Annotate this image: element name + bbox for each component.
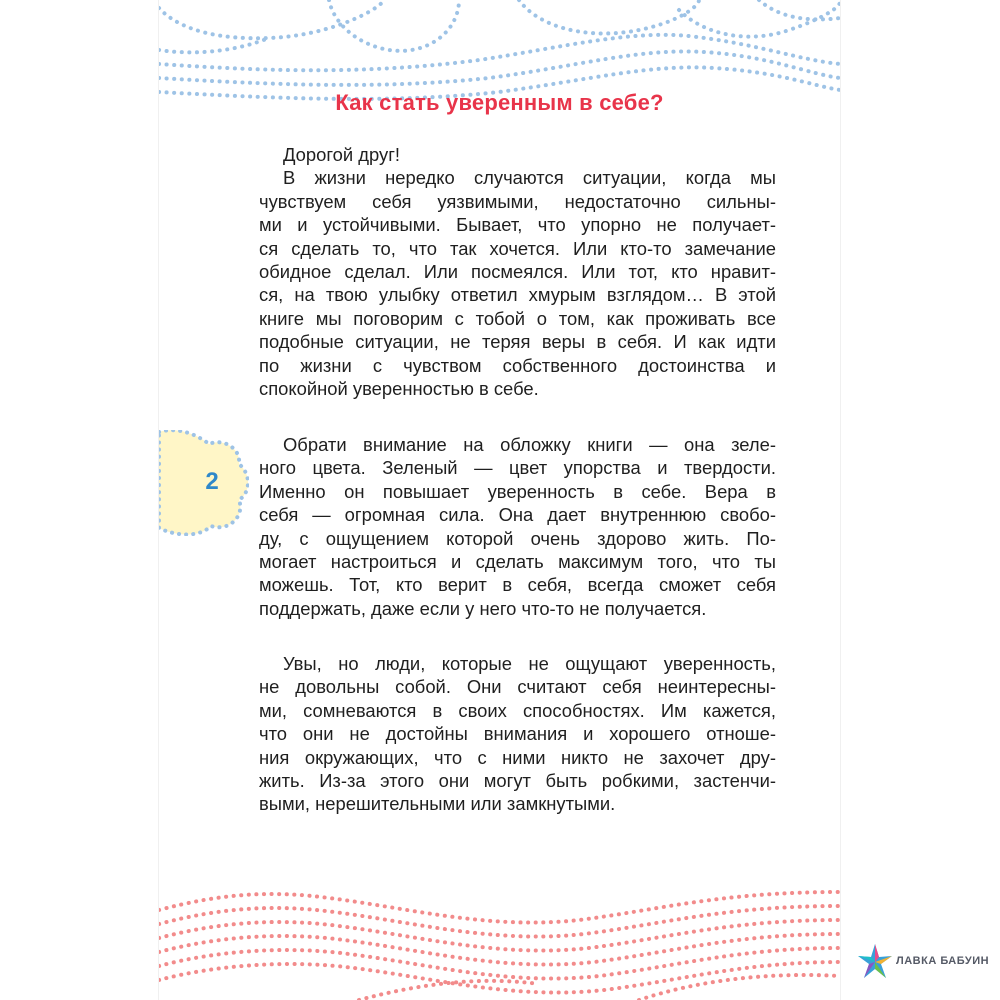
book-page — [159, 0, 840, 1000]
text-line: ния окружающих, что с ними никто не захочет дру- — [259, 746, 776, 768]
text-line: ми и устойчивыми. Бывает, что упорно не получает- — [259, 214, 776, 236]
page-title: Как стать уверенным в себе? — [335, 90, 664, 115]
text-line: чувствуем себя уязвимыми, недостаточно сильны- — [259, 190, 776, 212]
text-line: подобные ситуации, не теряя веры в себя. И как идти — [259, 331, 776, 353]
text-line: могает настроиться и сделать максимум того, что ты — [259, 551, 776, 573]
text-line: Именно он повышает уверенность в себе. Вера в — [259, 480, 776, 502]
watermark-logo — [858, 944, 998, 984]
paragraph-2 — [259, 433, 776, 620]
text-line: ся, на твою улыбку ответил хмурым взглядом… В этой — [259, 284, 776, 306]
text-line: спокойной уверенностью в себе. — [259, 378, 539, 400]
text-line: не довольны собой. Они считают себя неинтересны- — [259, 676, 776, 698]
text-line: ми, сомневаются в своих способностях. Им кажется, — [259, 699, 776, 721]
text-line: обидное сделал. Или посмеялся. Или тот, кто нравит- — [259, 261, 776, 283]
page-number: 2 — [205, 468, 219, 495]
bottom-dotted-decoration — [159, 880, 840, 1000]
text-line: можешь. Тот, кто верит в себя, всегда сможет себя — [259, 574, 776, 596]
text-line: ного цвета. Зеленый — цвет упорства и твердости. — [259, 457, 776, 479]
text-line: В жизни нередко случаются ситуации, когда мы — [283, 167, 776, 189]
text-line: себя — огромная сила. Она дает внутреннюю свобо- — [259, 504, 776, 526]
text-line: по жизни с чувством собственного достоинства и — [259, 354, 776, 376]
text-line: ду, с ощущением которой очень здорово жить. По- — [259, 527, 776, 549]
text-line: что они не достойны внимания и хорошего отноше- — [259, 723, 776, 745]
text-line: Увы, но люди, которые не ощущают уверенность, — [283, 653, 776, 674]
text-line: Обрати внимание на обложку книги — она зеле- — [283, 434, 776, 455]
text-line: жить. Из-за этого они могут быть робкими, застенчи- — [259, 770, 776, 792]
text-line: Дорогой друг! — [283, 144, 401, 165]
paragraph-1 — [259, 143, 776, 400]
text-line: книге мы поговорим с тобой о том, как проживать все — [259, 307, 776, 329]
text-line: ся сделать то, что так хочется. Или кто-то замечание — [259, 237, 776, 259]
paragraph-3 — [259, 652, 776, 816]
text-line: поддержать, даже если у него что-то не получается. — [259, 597, 707, 619]
star-logo-icon — [858, 944, 892, 980]
watermark-text: ЛАВКА БАБУИН — [896, 955, 990, 967]
text-line: выми, нерешительными или замкнутыми. — [259, 793, 616, 815]
